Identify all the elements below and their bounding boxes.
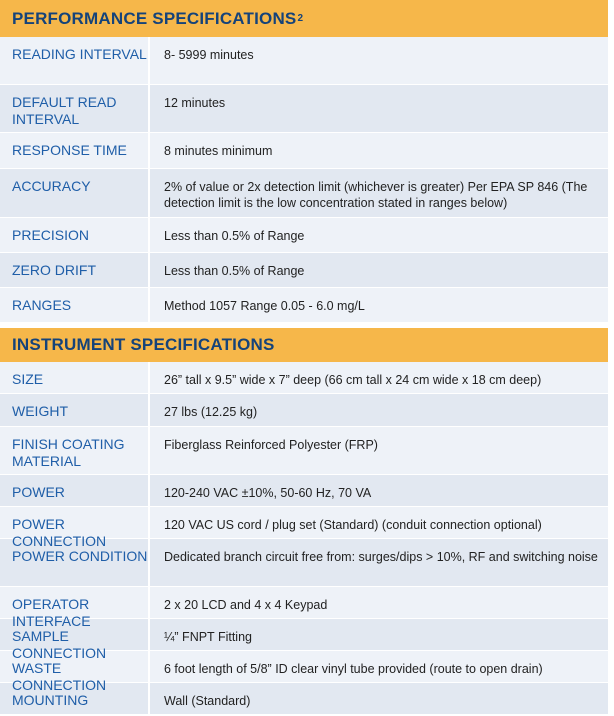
spec-row-size [0, 362, 608, 394]
spec-row-accuracy [0, 169, 608, 218]
spec-label: WASTE CONNECTION [0, 651, 150, 682]
spec-row-default-read-interval [0, 85, 608, 133]
spec-value: 8- 5999 minutes [164, 48, 254, 62]
spec-value: 27 lbs (12.25 kg) [164, 405, 258, 419]
spec-row-weight [0, 394, 608, 427]
spec-row-mounting [0, 683, 608, 715]
spec-value: Dedicated branch circuit free from: surges/dips > 10%, RF and switching noise [164, 550, 598, 564]
spec-label: DEFAULT READ INTERVAL [0, 85, 150, 132]
spec-label: PRECISION [0, 218, 150, 252]
spec-value: 12 minutes [164, 96, 226, 110]
spec-row-response-time [0, 133, 608, 169]
spec-label: FINISH COATING MATERIAL [0, 427, 150, 474]
spec-label: RESPONSE TIME [0, 133, 150, 168]
spec-row-ranges [0, 288, 608, 323]
spec-label: READING INTERVAL [0, 37, 150, 84]
spec-value: 8 minutes minimum [164, 144, 273, 158]
spec-label: POWER CONDITION [0, 539, 150, 586]
spec-row-waste-connection [0, 651, 608, 693]
spec-row-operator-interface [0, 587, 608, 629]
spec-row-finish-coating-material [0, 427, 608, 475]
spec-value: 6 foot length of 5/8” ID clear vinyl tube provided (route to open drain) [164, 662, 543, 676]
spec-label: SIZE [0, 362, 150, 393]
spec-row-precision [0, 218, 608, 253]
spec-value: Wall (Standard) [164, 694, 251, 708]
spec-row-reading-interval [0, 37, 608, 85]
spec-value: 120-240 VAC ±10%, 50-60 Hz, 70 VA [164, 486, 372, 500]
spec-label: WEIGHT [0, 394, 150, 426]
spec-row-power [0, 475, 608, 507]
spec-value: Less than 0.5% of Range [164, 264, 305, 278]
spec-label: ACCURACY [0, 169, 150, 217]
spec-row-zero-drift [0, 253, 608, 288]
spec-label: POWER CONNECTION [0, 507, 150, 538]
spec-row-sample-connection [0, 619, 608, 661]
performance-section-header [0, 0, 608, 37]
instrument-section-title: INSTRUMENT SPECIFICATIONS [12, 335, 275, 354]
performance-section-title: PERFORMANCE SPECIFICATIONS [12, 8, 297, 28]
spec-label: OPERATOR INTERFACE [0, 587, 150, 618]
spec-value: Less than 0.5% of Range [164, 229, 305, 243]
spec-value: 120 VAC US cord / plug set (Standard) (conduit connection optional) [164, 518, 542, 532]
spec-row-power-connection [0, 507, 608, 549]
spec-row-power-condition [0, 539, 608, 587]
spec-label: MOUNTING [0, 683, 150, 714]
spec-value: Fiberglass Reinforced Polyester (FRP) [164, 438, 378, 452]
spec-value: 2 x 20 LCD and 4 x 4 Keypad [164, 598, 328, 612]
spec-value: 26” tall x 9.5” wide x 7” deep (66 cm tall x 24 cm wide x 18 cm deep) [164, 373, 542, 387]
spec-label: RANGES [0, 288, 150, 322]
spec-value: Method 1057 Range 0.05 - 6.0 mg/L [164, 299, 365, 313]
spec-label: SAMPLE CONNECTION [0, 619, 150, 650]
spec-label: ZERO DRIFT [0, 253, 150, 287]
spec-value: 2% of value or 2x detection limit (whichever is greater) Per EPA SP 846 (The detection limit is the low concentration stated in ranges below) [164, 180, 588, 210]
performance-footnote-marker: 2 [297, 13, 304, 24]
instrument-section-header [0, 328, 608, 362]
spec-label: POWER [0, 475, 150, 506]
spec-value: ¼” FNPT Fitting [164, 630, 252, 644]
